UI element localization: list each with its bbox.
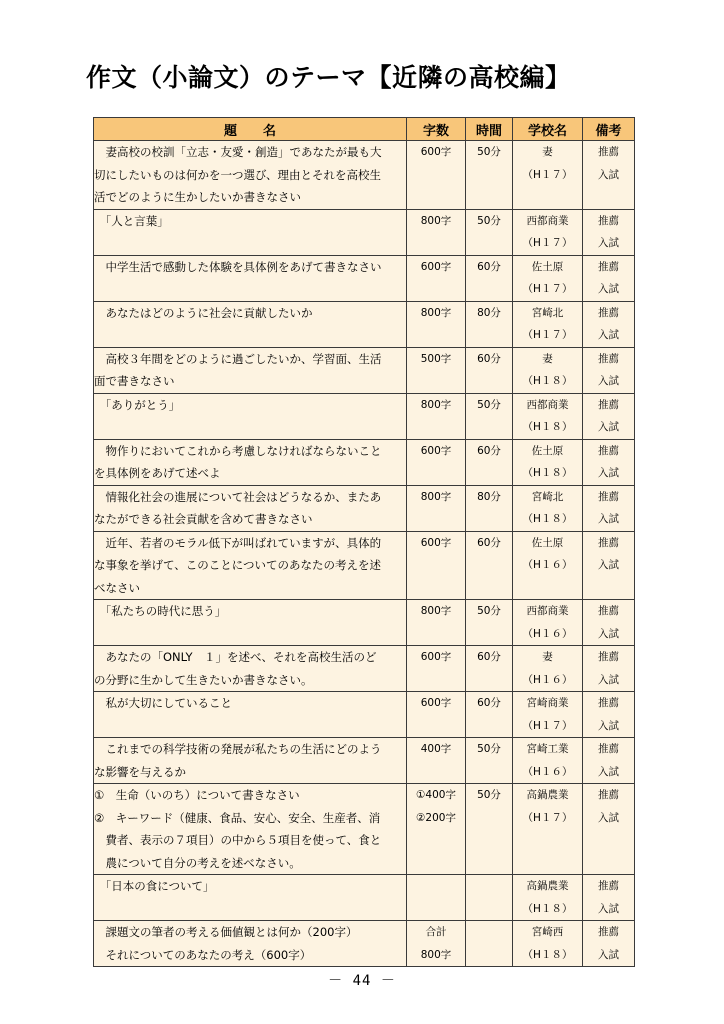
cell-time (466, 255, 513, 301)
cell-time-line: 50分 (477, 605, 501, 617)
cell-note (583, 646, 635, 692)
table-row (94, 439, 635, 485)
cell-note-line: 入試 (598, 559, 619, 571)
cell-chars (407, 600, 466, 646)
cell-topic (94, 301, 407, 347)
cell-note-line: 入試 (598, 237, 619, 249)
cell-chars (407, 692, 466, 738)
cell-note-line: 入試 (598, 168, 619, 181)
cell-topic-line: なたができる社会貢献を含めて書きなさい (94, 512, 313, 526)
cell-chars (407, 784, 466, 875)
cell-topic-line: 課題文の筆者の考える価値観とは何か（200字） (94, 925, 358, 939)
cell-school-line: （H１８） (522, 467, 573, 479)
cell-school-line: （H１７） (522, 329, 573, 341)
cell-chars (407, 646, 466, 692)
cell-time (466, 141, 513, 210)
cell-topic-line (94, 278, 406, 301)
cell-chars (407, 209, 466, 255)
cell-topic-line: それについてのあなたの考え（600字） (94, 947, 312, 962)
header-note: 備考 (583, 118, 635, 141)
cell-chars-line: 600字 (420, 444, 452, 457)
cell-chars-line: 800字 (420, 214, 452, 227)
cell-time-line: 50分 (477, 789, 501, 801)
cell-school-line: （H１６） (522, 673, 573, 686)
table-row (94, 738, 635, 784)
cell-school-line: （H１８） (522, 513, 573, 525)
cell-time-line: 60分 (477, 260, 501, 273)
cell-school-line: 西都商業 (526, 605, 569, 617)
table-row (94, 485, 635, 531)
cell-note-line: 入試 (598, 719, 619, 732)
cell-school-line: （H１７） (522, 168, 573, 181)
cell-time-line: 50分 (477, 146, 501, 158)
cell-note-line: 推薦 (598, 880, 619, 892)
cell-topic-line (94, 324, 406, 347)
cell-school-line: 妻 (542, 651, 553, 663)
cell-chars (407, 738, 466, 784)
cell-topic-line: 「私たちの時代に思う」 (94, 604, 227, 618)
cell-note-line: 推薦 (598, 743, 619, 755)
table-row (94, 784, 635, 875)
cell-school-line: 宮崎商業 (526, 697, 569, 709)
cell-note-line: 推薦 (598, 260, 619, 273)
cell-topic (94, 784, 407, 875)
cell-time (466, 439, 513, 485)
cell-topic (94, 531, 407, 600)
cell-topic-line: を具体例をあげて述べよ (94, 466, 221, 480)
cell-topic (94, 875, 407, 921)
cell-chars (407, 347, 466, 393)
cell-school-line: 高鍋農業 (526, 789, 569, 801)
cell-school-line: （H１８） (522, 948, 573, 961)
cell-school-line: 妻 (542, 352, 553, 365)
cell-time-line: 60分 (477, 651, 501, 663)
cell-chars-line: 600字 (420, 260, 452, 273)
cell-chars-line: 800字 (420, 306, 452, 319)
cell-note (583, 738, 635, 784)
cell-topic-line: な影響を与えるか (94, 764, 186, 779)
cell-chars-line: 800字 (420, 948, 452, 961)
cell-topic-line: 近年、若者のモラル低下が叫ばれていますが、具体的 (94, 535, 382, 550)
cell-topic (94, 439, 407, 485)
cell-school (513, 209, 583, 255)
cell-time-line: 60分 (477, 352, 501, 365)
cell-chars-line: 600字 (420, 697, 452, 709)
cell-school-line: （H１７） (522, 237, 573, 249)
cell-school-line: （H１７） (522, 719, 573, 732)
cell-topic-line: の分野に生かして生きたいか書きなさい。 (94, 672, 313, 687)
cell-topic (94, 600, 407, 646)
cell-chars (407, 485, 466, 531)
cell-school-line: （H１６） (522, 765, 573, 778)
cell-topic-line: 高校３年間をどのように過ごしたいか、学習面、生活 (94, 351, 382, 366)
cell-topic (94, 692, 407, 738)
cell-topic (94, 646, 407, 692)
cell-time (466, 209, 513, 255)
cell-time-line (466, 921, 512, 944)
cell-school (513, 646, 583, 692)
cell-chars-line: 800字 (420, 605, 452, 617)
cell-topic-line: あなたの「ONLY １」を述べ、それを高校生活のど (94, 650, 377, 664)
page-number: － 44 － (328, 973, 396, 989)
cell-chars-line: 600字 (420, 146, 452, 158)
cell-note (583, 485, 635, 531)
cell-topic (94, 209, 407, 255)
cell-note-line: 入試 (598, 421, 619, 433)
header-topic: 題 名 (94, 118, 407, 141)
cell-note-line: 入試 (598, 329, 619, 341)
cell-note-line: 推薦 (598, 352, 619, 365)
cell-topic-line: 面で書きなさい (94, 374, 175, 388)
cell-topic-line: 切にしたいものは何かを一つ選び、理由とそれを高校生 (94, 167, 382, 182)
cell-topic-line: 費者、表示の７項目）の中から５項目を使って、食と (94, 833, 382, 847)
cell-school-line: 宮崎北 (531, 306, 564, 319)
header-chars: 字数 (407, 118, 466, 141)
cell-chars (407, 301, 466, 347)
cell-note-line: 入試 (598, 513, 619, 525)
cell-chars-line: 800字 (420, 490, 452, 503)
cell-note-line: 推薦 (598, 697, 619, 709)
cell-time (466, 875, 513, 921)
cell-note-line: 入試 (598, 673, 619, 686)
cell-note-line: 推薦 (598, 398, 619, 411)
cell-chars-line: 400字 (420, 743, 452, 755)
cell-chars-line: 800字 (420, 398, 452, 411)
cell-note (583, 600, 635, 646)
cell-chars-line: 500字 (420, 352, 452, 365)
cell-note-line: 推薦 (598, 536, 619, 549)
cell-note-line: 推薦 (598, 605, 619, 617)
cell-time-line: 60分 (477, 444, 501, 457)
cell-school (513, 255, 583, 301)
cell-time (466, 646, 513, 692)
cell-note (583, 692, 635, 738)
cell-time-line: 50分 (477, 214, 501, 227)
page-title: 作文（小論文）のテーマ【近隣の高校編】 (86, 63, 571, 92)
cell-note-line: 入試 (598, 627, 619, 640)
cell-school-line: 佐土原 (531, 444, 564, 457)
cell-school (513, 485, 583, 531)
cell-note-line: 入試 (598, 811, 619, 824)
cell-note-line: 推薦 (598, 651, 619, 663)
cell-chars-line (407, 875, 465, 898)
cell-time (466, 692, 513, 738)
cell-topic (94, 393, 407, 439)
cell-school-line: （H１８） (522, 902, 573, 915)
cell-note-line: 入試 (598, 902, 619, 915)
cell-note (583, 784, 635, 875)
cell-topic (94, 485, 407, 531)
cell-chars (407, 255, 466, 301)
cell-chars (407, 141, 466, 210)
cell-note-line: 推薦 (598, 490, 619, 503)
cell-school (513, 347, 583, 393)
table-row (94, 209, 635, 255)
table-row (94, 531, 635, 600)
cell-topic-line: 農について自分の考えを述べなさい。 (94, 855, 301, 870)
cell-school-line: （H１７） (522, 283, 573, 295)
cell-topic (94, 255, 407, 301)
cell-topic (94, 347, 407, 393)
cell-note (583, 301, 635, 347)
cell-chars-line: ①400字 (416, 789, 456, 801)
cell-school (513, 439, 583, 485)
cell-topic-line (94, 232, 406, 255)
cell-chars-line: ②200字 (416, 811, 456, 824)
cell-school (513, 875, 583, 921)
cell-school (513, 301, 583, 347)
cell-school-line: （H１８） (522, 375, 573, 387)
cell-note-line: 推薦 (598, 146, 619, 158)
cell-school-line: （H１７） (522, 811, 573, 824)
cell-note-line: 推薦 (598, 214, 619, 227)
cell-time (466, 921, 513, 967)
table-row (94, 255, 635, 301)
table-row (94, 921, 635, 967)
cell-school-line: 宮崎工業 (526, 743, 569, 755)
cell-note-line: 推薦 (598, 926, 619, 938)
cell-note (583, 209, 635, 255)
table-row (94, 692, 635, 738)
cell-chars (407, 875, 466, 921)
cell-note-line: 推薦 (598, 306, 619, 319)
cell-school (513, 784, 583, 875)
cell-school-line: 西都商業 (526, 214, 569, 227)
cell-topic-line: 中学生活で感動した体験を具体例をあげて書きなさい (94, 259, 382, 274)
cell-topic-line: 私が大切にしていること (94, 696, 232, 710)
cell-note (583, 921, 635, 967)
cell-time (466, 347, 513, 393)
table-row (94, 393, 635, 439)
cell-chars (407, 921, 466, 967)
cell-note (583, 347, 635, 393)
table-row (94, 347, 635, 393)
table-row (94, 141, 635, 210)
cell-chars (407, 531, 466, 600)
cell-time (466, 531, 513, 600)
cell-chars-line: 600字 (420, 536, 452, 549)
cell-topic (94, 738, 407, 784)
cell-time-line (466, 875, 512, 898)
cell-school-line: （H１６） (522, 559, 573, 571)
cell-note (583, 531, 635, 600)
table-body (94, 141, 635, 967)
cell-school-line: 宮崎西 (531, 926, 564, 938)
cell-school (513, 692, 583, 738)
cell-note-line: 入試 (598, 375, 619, 387)
cell-school-line: （H１８） (522, 421, 573, 433)
cell-note (583, 141, 635, 210)
table-row (94, 301, 635, 347)
cell-school-line: 高鍋農業 (526, 880, 569, 892)
cell-school-line: 佐土原 (531, 260, 564, 273)
cell-school (513, 531, 583, 600)
cell-school (513, 921, 583, 967)
cell-time (466, 600, 513, 646)
cell-school-line: 西都商業 (526, 398, 569, 411)
cell-note-line: 入試 (598, 467, 619, 479)
header-school: 学校名 (513, 118, 583, 141)
table-header-row (94, 118, 635, 141)
cell-time (466, 485, 513, 531)
cell-school-line: （H１６） (522, 627, 573, 640)
cell-topic-line: な事象を挙げて、このことについてのあなたの考えを述 (94, 558, 382, 572)
cell-note (583, 255, 635, 301)
cell-time-line: 60分 (477, 697, 501, 709)
cell-time-line: 50分 (477, 398, 501, 411)
cell-time-line: 80分 (477, 306, 501, 319)
table-row (94, 600, 635, 646)
cell-topic-line: 活でどのように生かしたいか書きなさい (94, 190, 301, 204)
cell-school (513, 141, 583, 210)
cell-chars-line: 600字 (420, 651, 452, 663)
cell-topic-line: 「ありがとう」 (94, 397, 181, 412)
cell-note (583, 875, 635, 921)
cell-topic-line: 妻高校の校訓「立志・友愛・創造」であなたが最も大 (94, 145, 382, 159)
cell-school-line: 佐土原 (531, 536, 564, 549)
cell-chars (407, 393, 466, 439)
cell-note-line: 推薦 (598, 444, 619, 457)
table-row (94, 646, 635, 692)
cell-topic-line: ② キーワード（健康、食品、安心、安全、生産者、消 (94, 810, 381, 825)
cell-topic-line: ① 生命（いのち）について書きなさい (94, 788, 300, 802)
cell-topic-line: あなたはどのように社会に貢献したいか (94, 305, 313, 320)
essay-theme-table (93, 117, 635, 967)
cell-topic-line: べなさい (94, 580, 140, 595)
cell-topic (94, 141, 407, 210)
cell-topic-line: 物作りにおいてこれから考慮しなければならないこと (94, 443, 382, 458)
cell-note-line: 入試 (598, 765, 619, 778)
cell-chars-line: 合計 (425, 926, 447, 938)
cell-topic-line (94, 416, 406, 439)
cell-topic-line (94, 898, 406, 921)
cell-time (466, 301, 513, 347)
cell-school (513, 738, 583, 784)
cell-note-line: 推薦 (598, 789, 619, 801)
cell-school (513, 600, 583, 646)
cell-topic-line (94, 623, 406, 646)
cell-school (513, 393, 583, 439)
cell-time (466, 393, 513, 439)
cell-topic-line: 情報化社会の進展について社会はどうなるか、またあ (94, 489, 382, 504)
cell-note-line: 入試 (598, 948, 619, 961)
cell-school-line: 妻 (542, 146, 553, 158)
cell-topic-line: 「人と言葉」 (94, 213, 169, 228)
cell-note (583, 393, 635, 439)
cell-time (466, 738, 513, 784)
table-row (94, 875, 635, 921)
cell-note (583, 439, 635, 485)
cell-time-line: 60分 (477, 536, 501, 549)
cell-chars (407, 439, 466, 485)
header-time: 時間 (466, 118, 513, 141)
cell-time-line: 80分 (477, 490, 501, 503)
cell-note-line: 入試 (598, 283, 619, 295)
cell-school-line: 宮崎北 (531, 490, 564, 503)
cell-topic-line: 「日本の食について」 (94, 879, 215, 893)
cell-topic-line: これまでの科学技術の発展が私たちの生活にどのよう (94, 742, 382, 756)
cell-topic-line (94, 715, 406, 738)
cell-time (466, 784, 513, 875)
cell-time-line: 50分 (477, 743, 501, 755)
cell-topic (94, 921, 407, 967)
